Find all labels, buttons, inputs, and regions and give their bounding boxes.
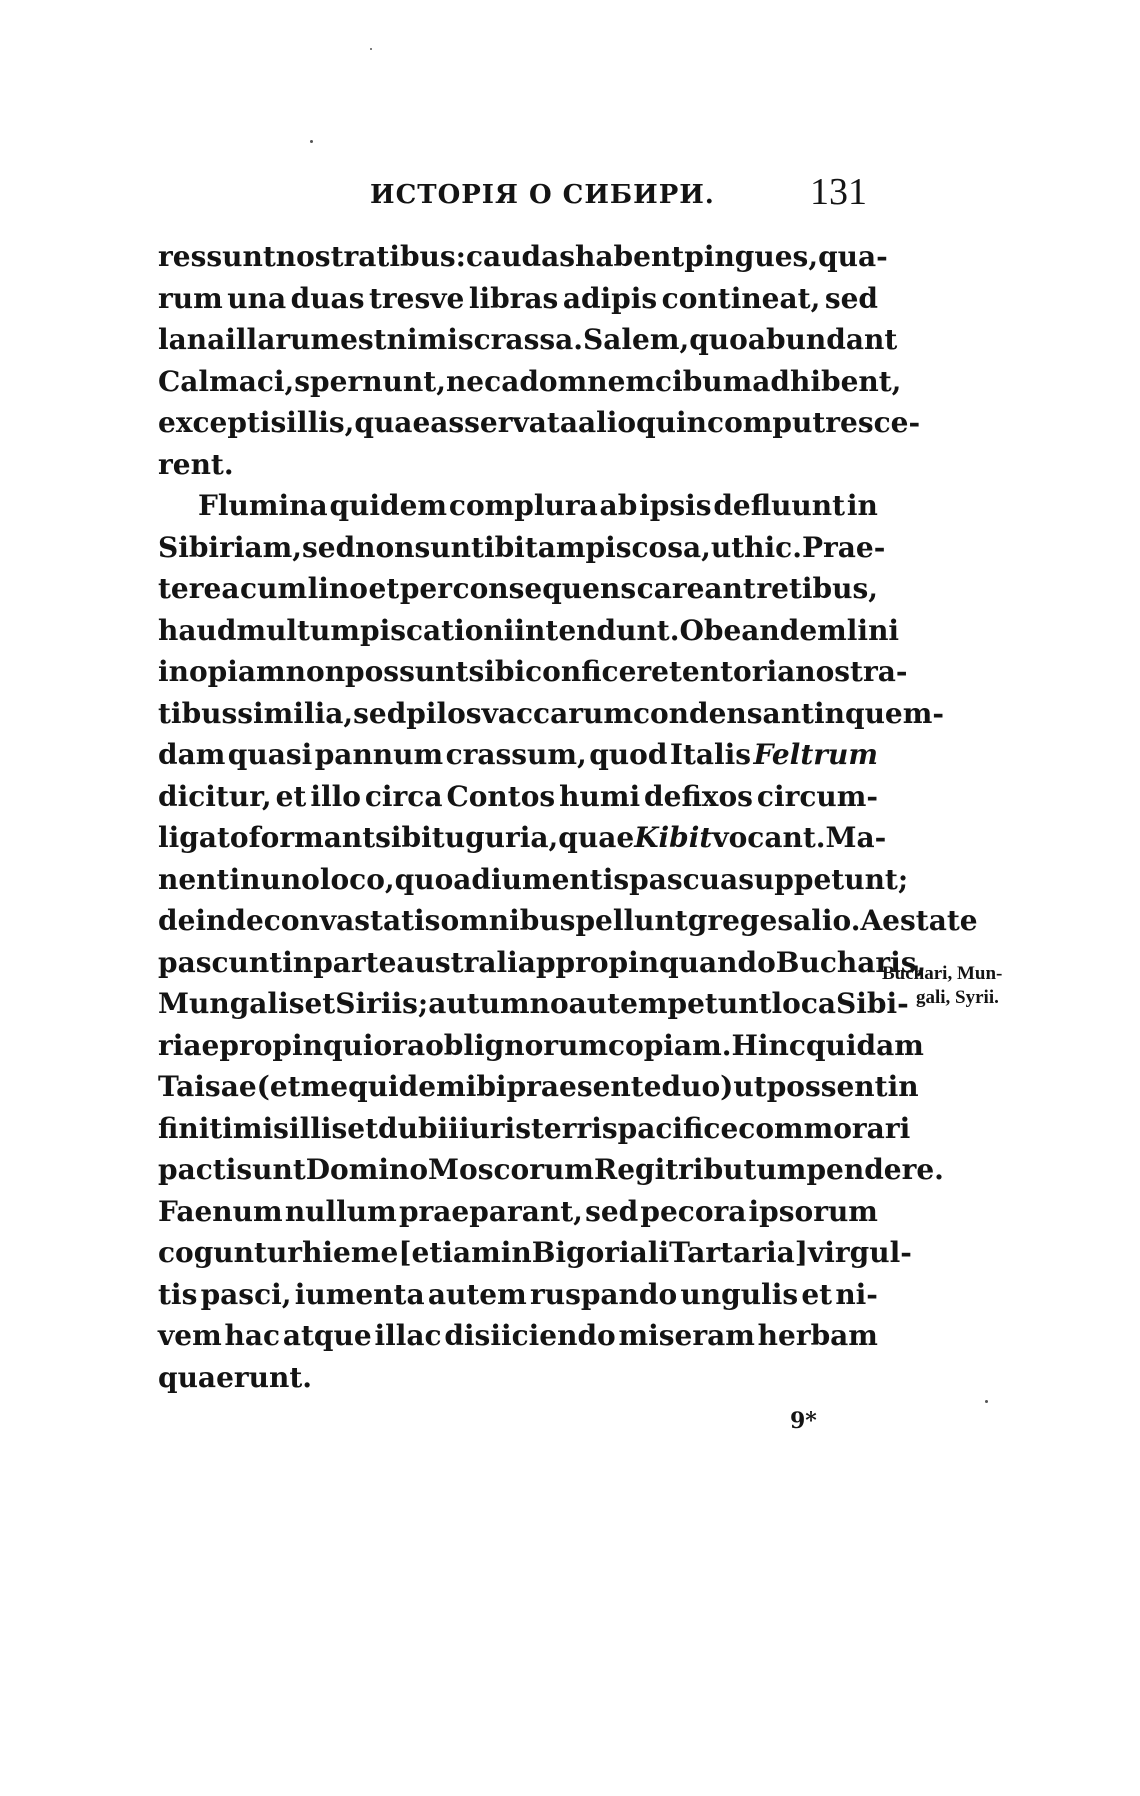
- scan-speck: [370, 48, 372, 50]
- text-line: nent in uno loco, quoad iumentis pascua suppetunt;: [158, 862, 909, 896]
- text-line: inopiam non possunt sibi conficere tentoria nostra-: [158, 655, 908, 688]
- text-line: dam quasi pannum crassum, quod Italis Feltrum: [158, 738, 878, 771]
- text-line: haud multum piscationi intendunt. Ob eandem lini: [158, 613, 900, 647]
- text-line: quaerunt.: [158, 1360, 313, 1394]
- margin-note: [882, 962, 1002, 1010]
- text-line: dicitur, et illo circa Contos humi defixos circum-: [158, 779, 878, 813]
- text-line: tibus similia, sed pilos vaccarum condensant in quem-: [158, 696, 944, 730]
- text-line: Calmaci, spernunt, nec ad omnem cibum adhibent,: [158, 364, 902, 398]
- text-line: Faenum nullum praeparant, sed pecora ipsorum: [158, 1194, 878, 1228]
- text-line: rent.: [158, 447, 234, 481]
- text-line: tis pasci, iumenta autem ruspando ungulis et ni-: [158, 1277, 878, 1311]
- text-line: exceptis illis, quae asservata alioquin computresce-: [158, 406, 921, 439]
- page-number: 131: [810, 171, 867, 213]
- text-line: pacti sunt Domino Moscorum Regi tributum pendere.: [158, 1153, 944, 1186]
- signature-mark: 9*: [790, 1408, 817, 1434]
- text-line: ligato formant sibi tuguria, quae Kibit vocant. Ma-: [158, 821, 887, 854]
- text-line: rum una duas tresve libras adipis contineat, sed: [158, 281, 878, 315]
- margin-note-line: gali, Syrii.: [916, 987, 999, 1008]
- text-line: Flumina quidem complura ab ipsis defluunt in: [198, 489, 878, 522]
- text-line: finitimis illis et dubii iuris terris pacifice commorari: [158, 1111, 911, 1145]
- text-line: coguntur hieme [etiam in Bigoriali Tartaria] virgul-: [158, 1236, 912, 1269]
- text-line: res sunt nostratibus: caudas habent pingues, qua-: [158, 240, 888, 273]
- running-head-title: ИСТОРІЯ О СИБИРИ.: [370, 180, 715, 210]
- margin-note-line: Buchari, Mun-: [882, 963, 1003, 984]
- text-line: Sibiriam, sed non sunt ibi tam piscosa, ut hic. Prae-: [158, 530, 886, 564]
- scan-speck: [985, 1400, 988, 1403]
- text-line: Mungalis et Siriis; autumno autem petunt loca Sibi-: [158, 987, 909, 1020]
- text-line: deinde convastatis omnibus pellunt greges alio. Aestate: [158, 904, 978, 937]
- text-line: riae propinquiora ob lignorum copiam. Hinc quidam: [158, 1028, 924, 1062]
- text-line: vem hac atque illac disiiciendo miseram herbam: [158, 1319, 878, 1352]
- scan-speck: [310, 140, 313, 143]
- text-line: terea cum lino et per consequens careant retibus,: [158, 572, 878, 605]
- text-line: lana illarum est nimis crassa. Salem, quo abundant: [158, 323, 898, 356]
- text-line: pascunt in parte australi appropinquando Bucharis,: [158, 945, 927, 979]
- text-line: Taisae (et me quidem ibi praesente duo) ut possent in: [158, 1070, 919, 1103]
